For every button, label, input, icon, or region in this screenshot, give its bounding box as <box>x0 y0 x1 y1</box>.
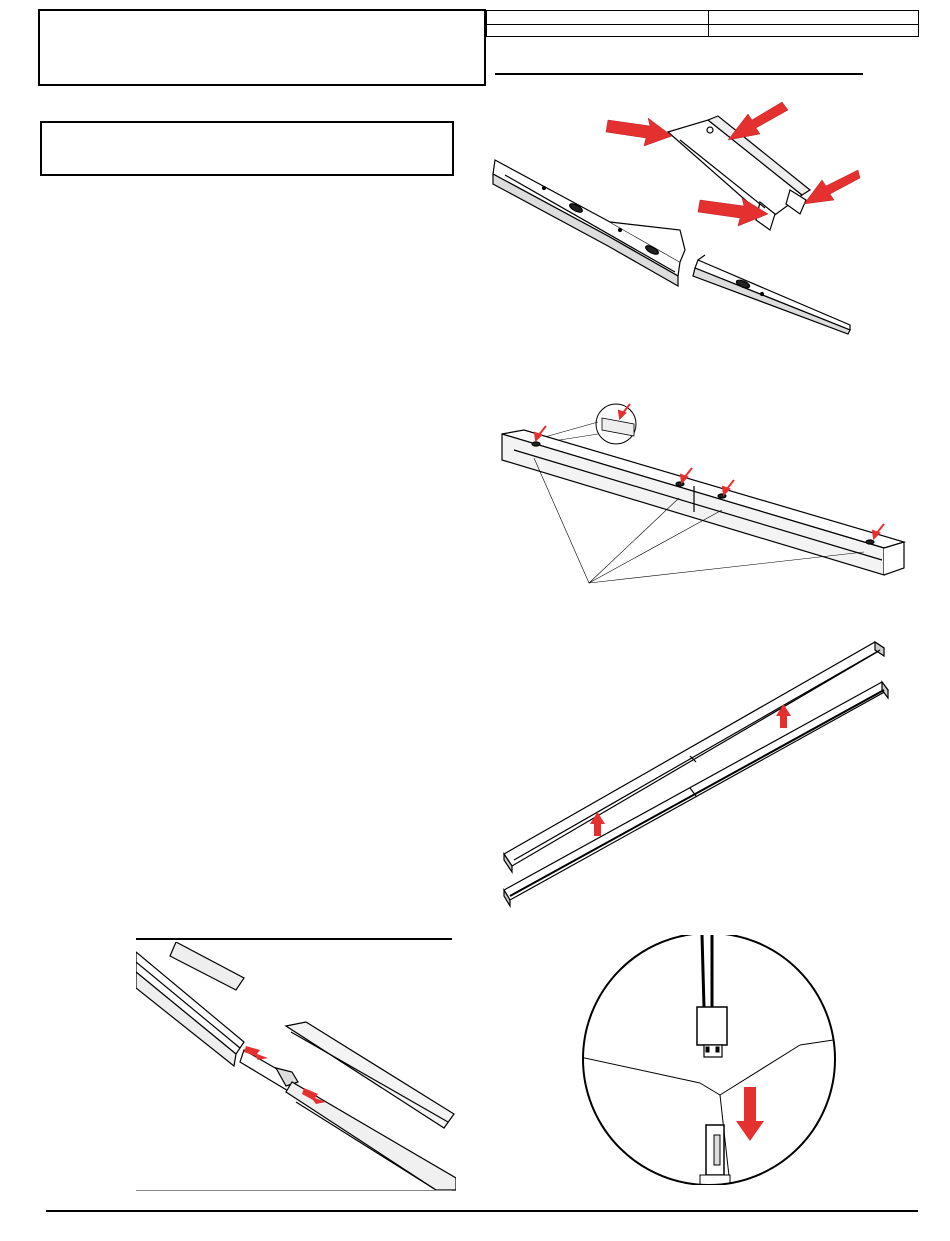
warning-box <box>40 121 454 176</box>
info-table <box>486 10 919 37</box>
section-rule-right <box>495 73 863 75</box>
figure-join-sections-baseline <box>136 1190 452 1191</box>
info-table-col-divider <box>708 11 709 36</box>
section-rule-bottom-left <box>136 938 452 940</box>
figure-join-sections <box>136 942 456 1192</box>
info-table-row-divider <box>487 24 918 25</box>
figure-remove-end-caps <box>490 90 870 335</box>
footer-rule <box>46 1210 918 1212</box>
figure-connector-detail <box>580 935 840 1185</box>
figure-lift-lens <box>500 638 892 908</box>
figure-screw-locations <box>494 400 914 595</box>
title-box <box>38 9 486 86</box>
